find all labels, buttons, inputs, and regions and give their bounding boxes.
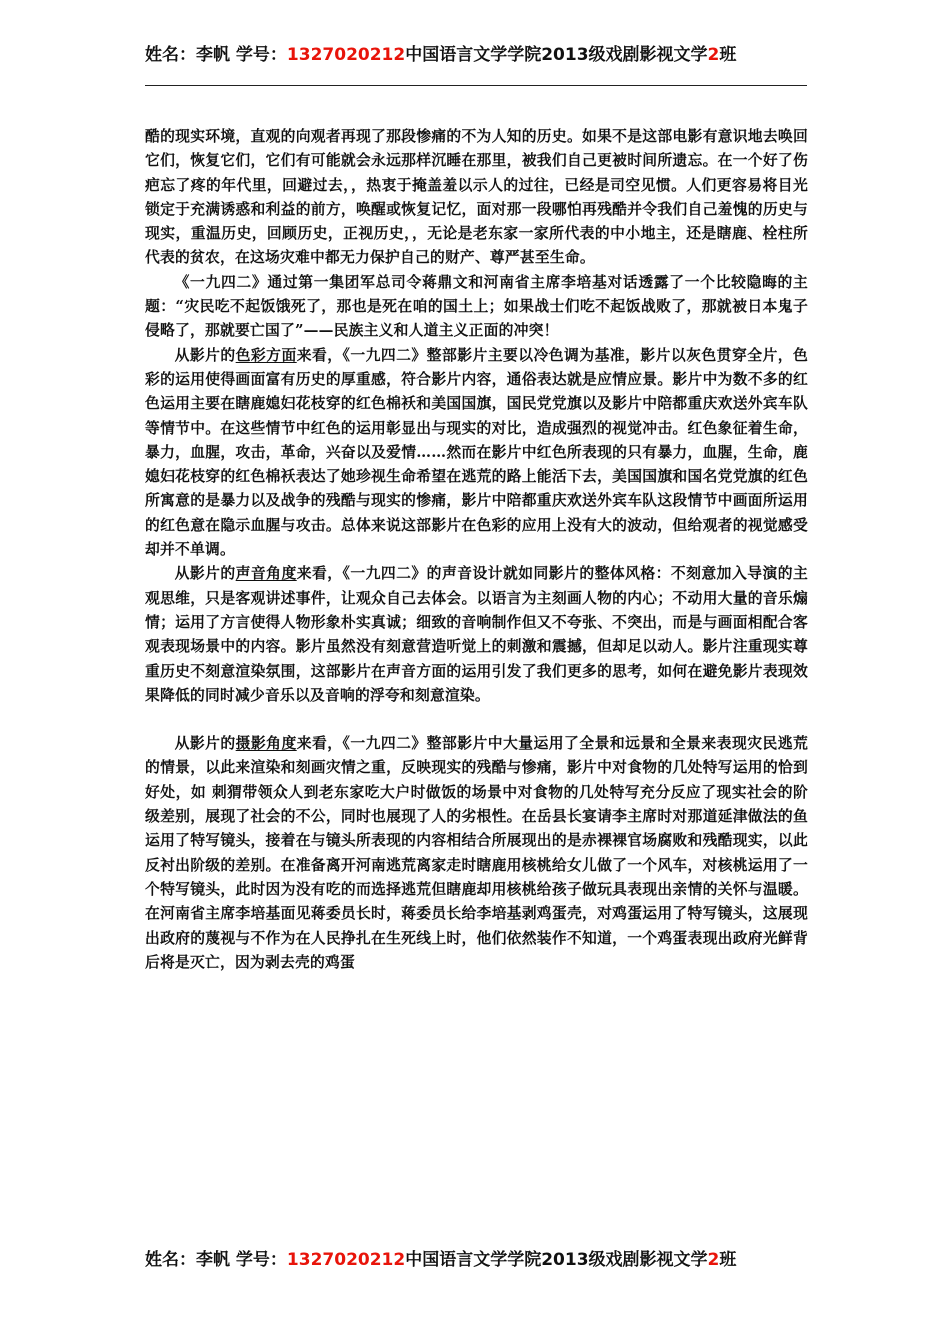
header-class-suffix: 班 [719,45,737,65]
paragraph-gap [145,708,808,732]
term-color: 色彩方面 [235,346,297,364]
footer-class-suffix: 班 [719,1250,737,1270]
term-camera: 摄影角度 [235,735,297,753]
paragraph-color-lead: 从影片的 [174,346,236,364]
paragraph-camera-lead: 从影片的 [174,735,236,753]
header-school-class: 中国语言文学学院2013级戏剧影视文学 [405,45,708,65]
paragraph-color [145,344,808,563]
header-divider [145,85,807,86]
page-header [145,44,815,66]
header-student-id: 1327020212 [286,45,406,65]
paragraph-camera-body: 来看，《一九四二》整部影片中大量运用了全景和远景和全景来表现灾民逃荒的情景，以此来渲染和刻画灾情之重，反映现实的残酷与惨痛，影片中对食物的几处特写运用的恰到好处，如 刺猬带领众人到老东家吃大户时做饭的场景中对食物的几处特写充分反应了现实社会的阶级差别，展现了社会的不公，同时也展现了人的劣根性。在岳县长宴请李主席时对那道延津做法的鱼运用了特写镜头，接着在与镜头所表现的内容相结合所展现出的是赤裸裸官场腐败和残酷现实，以此反衬出阶级的差别。在准备离开河南逃荒离家走时瞎鹿用核桃给女儿做了一个风车，对核桃运用了一个特写镜头，此时因为没有吃的而选择逃荒但瞎鹿却用核桃给孩子做玩具表现出亲情的关怀与温暖。在河南省主席李培基面见蒋委员长时，蒋委员长给李培基剥鸡蛋壳，对鸡蛋运用了特写镜头，这展现出政府的蔑视与不作为在人民挣扎在生死线上时，他们依然装作不知道，一个鸡蛋表现出政府光鲜背后将是灭亡，因为剥去壳的鸡蛋 [145,735,808,971]
term-sound: 声音角度 [235,565,297,583]
footer-class-number: 2 [707,1250,720,1270]
header-class-number: 2 [707,45,720,65]
footer-school-class: 中国语言文学学院2013级戏剧影视文学 [405,1250,708,1270]
paragraph-camera [145,732,808,975]
paragraph-sound-lead: 从影片的 [174,565,236,583]
footer-student-id: 1327020212 [286,1250,406,1270]
footer-name-label: 姓名：李帆 学号： [145,1250,287,1270]
document-body [145,125,808,975]
paragraph-1: 酷的现实环境，直观的向观者再现了那段惨痛的不为人知的历史。如果不是这部电影有意识地去唤回它们，恢复它们，它们有可能就会永远那样沉睡在那里，被我们自己更被时间所遗忘。在一个好了伤疤忘了疼的年代里，回避过去，，热衷于掩盖羞以示人的过往，已经是司空见惯。人们更容易将目光锁定于充满诱惑和利益的前方，唤醒或恢复记忆，面对那一段哪怕再残酷并令我们自己羞愧的历史与现实，重温历史，回顾历史，正视历史，，无论是老东家一家所代表的中小地主，还是瞎鹿、栓柱所代表的贫农，在这场灾难中都无力保护自己的财产、尊严甚至生命。 [145,128,808,267]
paragraph-sound-body: 来看，《一九四二》的声音设计就如同影片的整体风格：不刻意加入导演的主观思维，只是客观讲述事件，让观众自己去体会。以语言为主刻画人物的内心；不动用大量的音乐煽情；运用了方言使得人物形象朴实真诚；细致的音响制作但又不夸张、不突出，而是与画面相配合客观表现场景中的内容。影片虽然没有刻意营造听觉上的刺激和震撼，但却足以动人。影片注重现实尊重历史不刻意渲染氛围，这部影片在声音方面的运用引发了我们更多的思考，如何在避免影片表现效果降低的同时减少音乐以及音响的浮夸和刻意渲染。 [145,565,808,704]
paragraph-color-body: 来看，《一九四二》整部影片主要以冷色调为基准，影片以灰色贯穿全片，色彩的运用使得画面富有历史的厚重感，符合影片内容，通俗表达就是应情应景。影片中为数不多的红色运用主要在瞎鹿媳妇花枝穿的红色棉袄和美国国旗，国民党党旗以及影片中陪都重庆欢送外宾车队等情节中。在这些情节中红色的运用彰显出与现实的对比，造成强烈的视觉冲击。红色象征着生命，暴力，血腥，攻击，革命，兴奋以及爱情……然而在影片中红色所表现的只有暴力，血腥，生命，鹿媳妇花枝穿的红色棉袄表达了她珍视生命希望在逃荒的路上能活下去，美国国旗和国名党党旗的红色所寓意的是暴力以及战争的残酷与现实的惨痛，影片中陪都重庆欢送外宾车队这段情节中画面所运用的红色意在隐示血腥与攻击。总体来说这部影片在色彩的应用上没有大的波动，但给观者的视觉感受却并不单调。 [145,346,808,559]
paragraph-2: 《一九四二》通过第一集团军总司令蒋鼎文和河南省主席李培基对话透露了一个比较隐晦的主题：“灾民吃不起饭饿死了，那也是死在咱的国土上；如果战士们吃不起饭战败了，那就被日本鬼子侵略了，那就要亡国了”——民族主义和人道主义正面的冲突！ [145,273,808,340]
header-name-label: 姓名：李帆 学号： [145,45,287,65]
page-footer [145,1249,815,1271]
paragraph-sound [145,562,808,708]
